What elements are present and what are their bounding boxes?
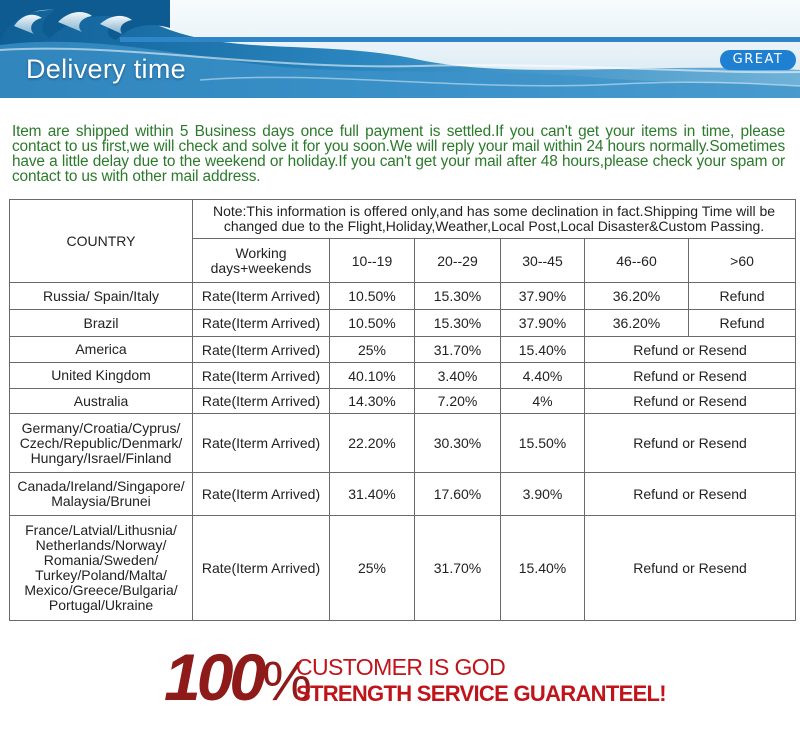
rate-value: 15.40% xyxy=(501,337,585,363)
rate-label: Rate(Iterm Arrived) xyxy=(193,516,330,621)
refund-policy: Refund or Resend xyxy=(585,337,796,363)
percent-number: 100 xyxy=(164,640,263,714)
table-row xyxy=(10,473,796,516)
page-title: Delivery time xyxy=(26,54,186,84)
working-days-label: Working days+weekends xyxy=(193,239,330,283)
rate-value: 15.30% xyxy=(415,283,501,310)
rate-label: Rate(Iterm Arrived) xyxy=(193,283,330,310)
rate-value: 17.60% xyxy=(415,473,501,516)
country-name: Australia xyxy=(10,389,193,414)
table-row xyxy=(10,414,796,473)
shipping-note: Note:This information is offered only,and has some declination in fact.Shipping Time will be changed due to the Flight,Holiday,Weather,Local Post,Local Disaster&Custom Passing. xyxy=(193,200,796,239)
rate-value: 25% xyxy=(330,516,415,621)
days-range: 30--45 xyxy=(501,239,585,283)
days-range: 10--19 xyxy=(330,239,415,283)
rate-label: Rate(Iterm Arrived) xyxy=(193,310,330,337)
rate-value: 37.90% xyxy=(501,310,585,337)
table-row xyxy=(10,337,796,363)
refund-policy: Refund xyxy=(689,310,796,337)
rate-value: 14.30% xyxy=(330,389,415,414)
country-header: COUNTRY xyxy=(10,200,193,283)
rate-value: 30.30% xyxy=(415,414,501,473)
great-badge: GREAT xyxy=(720,50,796,70)
days-range: 20--29 xyxy=(415,239,501,283)
slogan-line-1: CUSTOMER IS GOD xyxy=(296,654,506,680)
country-name: Canada/Ireland/Singapore/ Malaysia/Brunei xyxy=(10,473,193,516)
rate-label: Rate(Iterm Arrived) xyxy=(193,389,330,414)
rate-label: Rate(Iterm Arrived) xyxy=(193,363,330,389)
rate-value: 3.90% xyxy=(501,473,585,516)
slogan-line-2: STRENGTH SERVICE GUARANTEEL! xyxy=(296,681,666,706)
rate-label: Rate(Iterm Arrived) xyxy=(193,337,330,363)
rate-value: 10.50% xyxy=(330,310,415,337)
rate-label: Rate(Iterm Arrived) xyxy=(193,414,330,473)
rate-value: 22.20% xyxy=(330,414,415,473)
table-row xyxy=(10,283,796,310)
country-name: France/Latvial/Lithusnia/ Netherlands/Norway/ Romania/Sweden/ Turkey/Poland/Malta/ Mexico/Greece/Bulgaria/ Portugal/Ukraine xyxy=(10,516,193,621)
country-name: United Kingdom xyxy=(10,363,193,389)
country-name: America xyxy=(10,337,193,363)
percent-sign: % xyxy=(262,649,312,712)
rate-value: 31.70% xyxy=(415,337,501,363)
refund-policy: Refund or Resend xyxy=(585,473,796,516)
days-range: 46--60 xyxy=(585,239,689,283)
rate-value: 25% xyxy=(330,337,415,363)
refund-policy: Refund or Resend xyxy=(585,516,796,621)
rate-label: Rate(Iterm Arrived) xyxy=(193,473,330,516)
table-row xyxy=(10,516,796,621)
rate-value: 15.40% xyxy=(501,516,585,621)
hundred-percent xyxy=(164,642,312,716)
rate-value: 4% xyxy=(501,389,585,414)
country-name: Russia/ Spain/Italy xyxy=(10,283,193,310)
rate-value: 15.50% xyxy=(501,414,585,473)
refund-policy: Refund xyxy=(689,283,796,310)
rate-value: 4.40% xyxy=(501,363,585,389)
rate-value: 10.50% xyxy=(330,283,415,310)
table-row xyxy=(10,310,796,337)
rate-value: 3.40% xyxy=(415,363,501,389)
rate-value: 31.70% xyxy=(415,516,501,621)
delivery-table xyxy=(9,199,796,621)
rate-value: 36.20% xyxy=(585,310,689,337)
refund-policy: Refund or Resend xyxy=(585,363,796,389)
refund-policy: Refund or Resend xyxy=(585,414,796,473)
country-name: Brazil xyxy=(10,310,193,337)
rate-value: 37.90% xyxy=(501,283,585,310)
header-banner xyxy=(0,0,800,98)
rate-value: 7.20% xyxy=(415,389,501,414)
rate-value: 15.30% xyxy=(415,310,501,337)
shipping-intro: Item are shipped within 5 Business days once full payment is settled.If you can't get your items in time, please contact to us first,we will check and solve it for you soon.We will reply your mail within 24 hours normally.Sometimes have a little delay due to the weekend or holiday.If you can't get your mail after 48 hours,please check your spam or contact to us with other mail address. xyxy=(12,123,785,185)
country-name: Germany/Croatia/Cyprus/ Czech/Republic/Denmark/ Hungary/Israel/Finland xyxy=(10,414,193,473)
table-row xyxy=(10,363,796,389)
header-rule xyxy=(120,37,800,42)
rate-value: 36.20% xyxy=(585,283,689,310)
refund-policy: Refund or Resend xyxy=(585,389,796,414)
days-range: >60 xyxy=(689,239,796,283)
rate-value: 40.10% xyxy=(330,363,415,389)
rate-value: 31.40% xyxy=(330,473,415,516)
table-row xyxy=(10,389,796,414)
note-row xyxy=(10,200,796,239)
